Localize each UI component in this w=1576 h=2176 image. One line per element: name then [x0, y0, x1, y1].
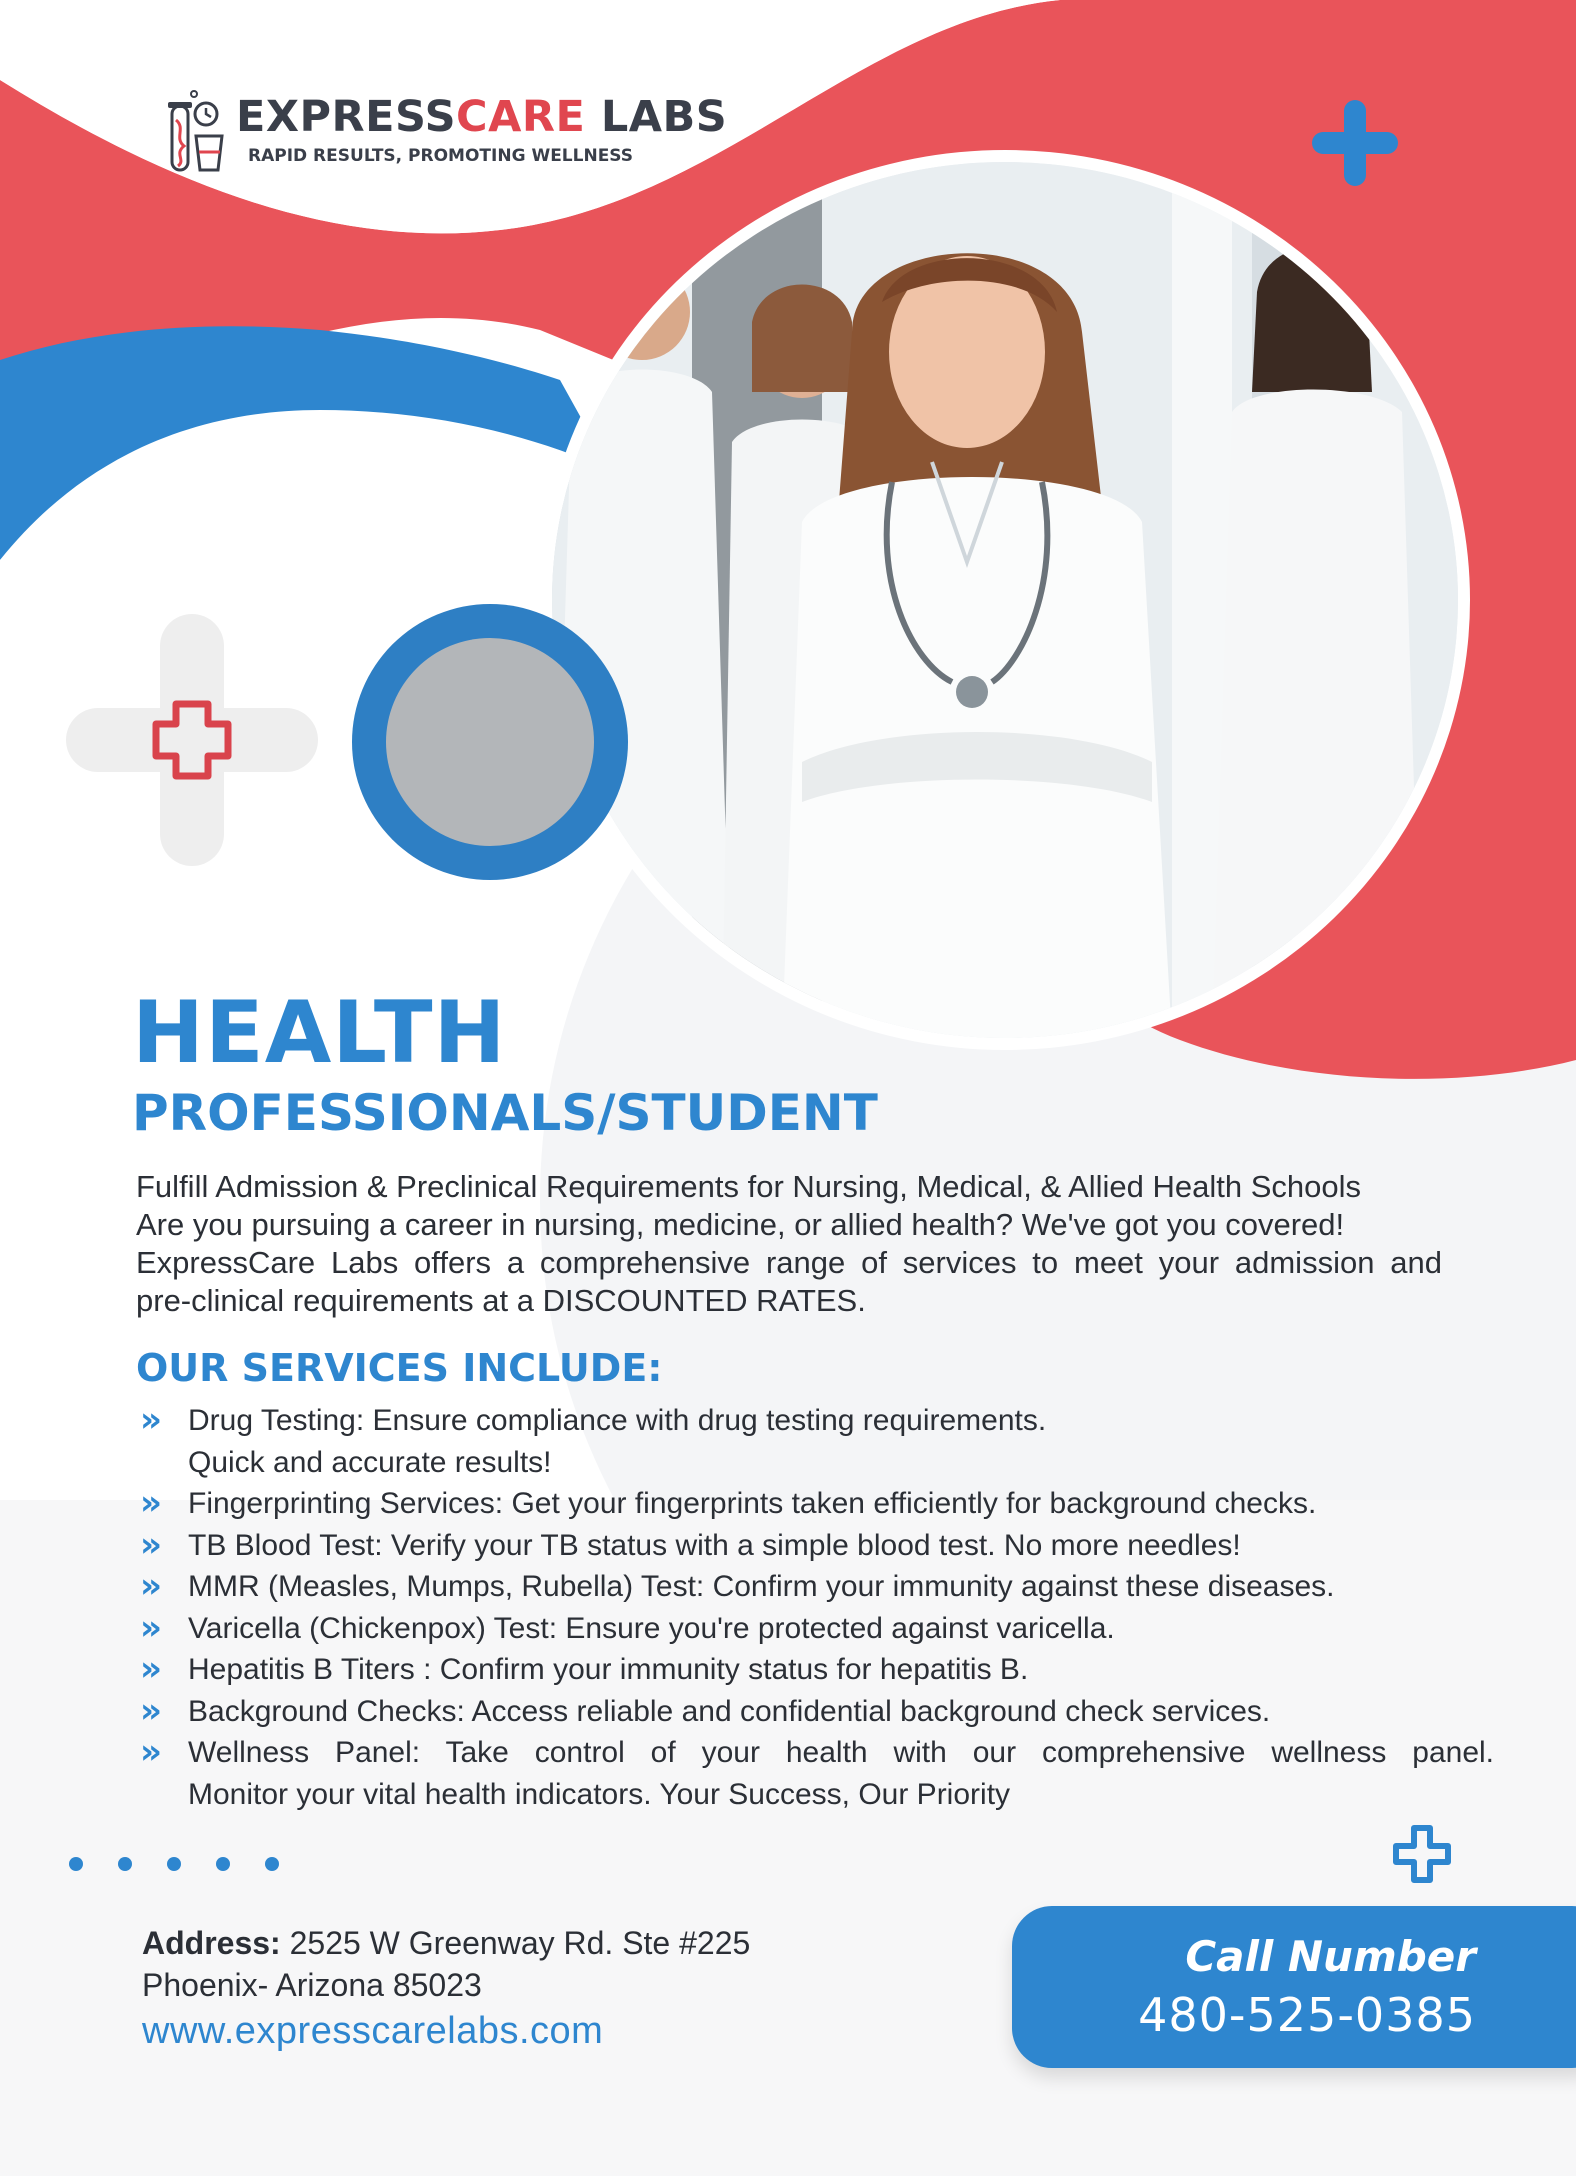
- double-chevron-icon: ››: [140, 1607, 157, 1648]
- blue-ring-decoration: [352, 604, 628, 880]
- intro-line: pre-clinical requirements at a DISCOUNTED RATES.: [136, 1283, 866, 1318]
- hero-photo: [540, 150, 1470, 1050]
- brand-name: EXPRESSCARE LABS: [236, 92, 728, 142]
- intro-line: ExpressCare Labs offers a comprehensive range of services to meet your admission and: [136, 1245, 1442, 1280]
- dots-decoration: [66, 1854, 306, 1874]
- health-professionals-illustration: [552, 162, 1458, 1038]
- lab-test-tube-icon: [166, 88, 236, 178]
- brand-tagline: RAPID RESULTS, PROMOTING WELLNESS: [248, 146, 634, 166]
- call-label: Call Number: [1185, 1932, 1476, 1981]
- headline-professionals: PROFESSIONALS/STUDENT: [132, 1084, 878, 1142]
- service-item: ›› TB Blood Test: Verify your TB status with a simple blood test. No more needles!: [140, 1524, 1241, 1565]
- blue-plus-icon: [1312, 100, 1398, 186]
- intro-paragraph: [136, 1168, 1442, 1320]
- double-chevron-icon: ››: [140, 1690, 157, 1731]
- double-chevron-icon: ››: [140, 1566, 157, 1606]
- service-item: ›› Varicella (Chickenpox) Test: Ensure you're protected against varicella.: [140, 1607, 1115, 1648]
- service-item: ›› Background Checks: Access reliable and confidential background check services.: [140, 1690, 1271, 1731]
- intro-line: Fulfill Admission & Preclinical Requirements for Nursing, Medical, & Allied Health Schools: [136, 1169, 1362, 1204]
- address-block: [142, 1922, 750, 2006]
- services-list: [140, 1400, 1494, 1815]
- service-item: ›› Wellness Panel: Take control of your health with our comprehensive wellness panel. Monitor your vital health indicators. Your Success, Our Priority: [140, 1732, 1494, 1811]
- brand-logo: [166, 88, 728, 178]
- services-heading: OUR SERVICES INCLUDE:: [136, 1346, 663, 1390]
- double-chevron-icon: ››: [140, 1732, 157, 1772]
- service-item: ›› Fingerprinting Services: Get your fingerprints taken efficiently for background checks.: [140, 1483, 1317, 1523]
- service-item: ›› Drug Testing: Ensure compliance with drug testing requirements. Quick and accurate results!: [140, 1400, 1047, 1479]
- service-item: ›› MMR (Measles, Mumps, Rubella) Test: Confirm your immunity against these diseases.: [140, 1566, 1335, 1606]
- double-chevron-icon: ››: [140, 1400, 157, 1440]
- call-number-box[interactable]: [1012, 1906, 1576, 2068]
- intro-line: Are you pursuing a career in nursing, medicine, or allied health? We've got you covered!: [136, 1207, 1345, 1242]
- double-chevron-icon: ››: [140, 1649, 157, 1689]
- website-link[interactable]: www.expresscarelabs.com: [142, 2010, 604, 2052]
- grey-plus-decoration-icon: [66, 614, 318, 866]
- address-city: Phoenix- Arizona 85023: [142, 1967, 482, 2003]
- double-chevron-icon: ››: [140, 1483, 157, 1523]
- address-label: Address:: [142, 1925, 281, 1961]
- outline-plus-icon: [1392, 1824, 1452, 1884]
- service-item: ›› Hepatitis B Titers : Confirm your immunity status for hepatitis B.: [140, 1649, 1029, 1689]
- address-line: 2525 W Greenway Rd. Ste #225: [280, 1925, 751, 1961]
- double-chevron-icon: ››: [140, 1524, 157, 1565]
- headline-health: HEALTH: [132, 983, 507, 1083]
- phone-number[interactable]: 480-525-0385: [1138, 1988, 1476, 2042]
